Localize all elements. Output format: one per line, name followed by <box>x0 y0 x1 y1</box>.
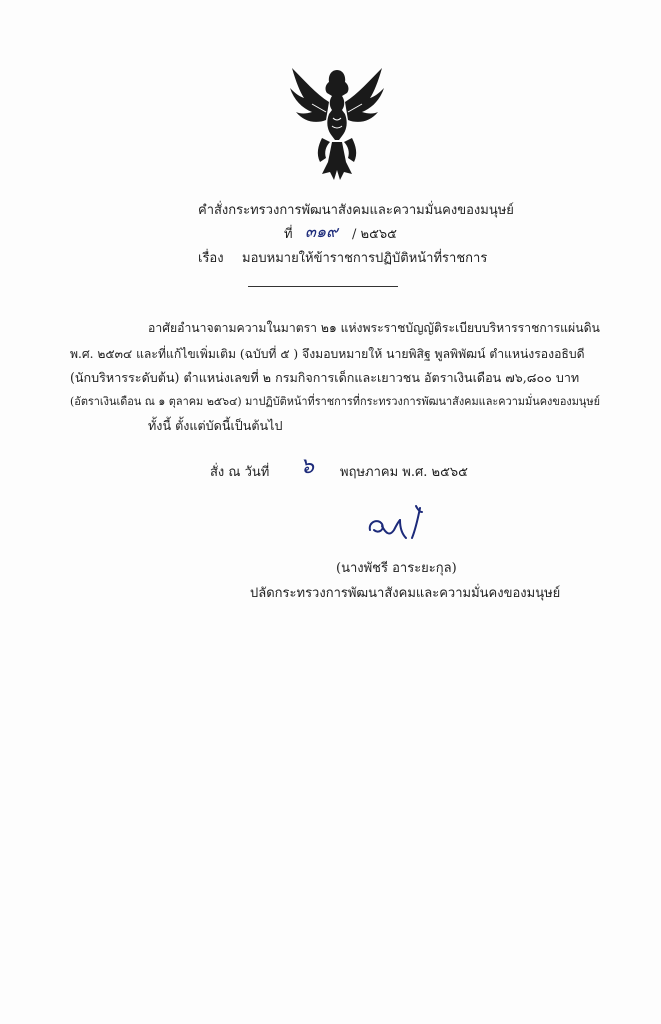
order-number-handwritten: ๓๑๙ <box>305 222 338 241</box>
handwritten-signature <box>360 500 440 545</box>
body-line-4: (อัตราเงินเดือน ณ ๑ ตุลาคม ๒๕๖๔) มาปฏิบัติหน้าที่ราชการที่กระทรวงการพัฒนาสังคมและความมั่นคงของมนุษย์ <box>70 395 600 408</box>
order-date-month-year: พฤษภาคม พ.ศ. ๒๕๖๕ <box>340 465 468 480</box>
body-line-2: พ.ศ. ๒๕๓๔ และที่แก้ไขเพิ่มเติม (ฉบับที่ ๕ ) จึงมอบหมายให้ นายพิสิฐ พูลพิพัฒน์ ตำแหน่งรองอธิบดี <box>70 347 585 361</box>
order-number-prefix: ที่ <box>284 227 293 242</box>
signatory-position: ปลัดกระทรวงการพัฒนาสังคมและความมั่นคงของมนุษย์ <box>250 586 561 601</box>
body-line-1: อาศัยอำนาจตามความในมาตรา ๒๑ แห่งพระราชบัญญัติระเบียบบริหารราชการแผ่นดิน <box>148 320 600 335</box>
signatory-name: (นางพัชรี อาระยะกุล) <box>336 561 457 576</box>
order-date-prefix: สั่ง ณ วันที่ <box>210 465 270 480</box>
order-number-suffix: / ๒๕๖๕ <box>352 227 398 242</box>
body-line-3: (นักบริหารระดับต้น) ตำแหน่งเลขที่ ๒ กรมกิจการเด็กและเยาวชน อัตราเงินเดือน ๗๖,๘๐๐ บาท <box>70 370 580 385</box>
order-date-day-handwritten: ๖ <box>300 454 314 479</box>
order-title: คำสั่งกระทรวงการพัฒนาสังคมและความมั่นคงของมนุษย์ <box>198 203 514 218</box>
header-divider <box>248 286 398 287</box>
subject-text: มอบหมายให้ข้าราชการปฏิบัติหน้าที่ราชการ <box>242 251 488 266</box>
garuda-emblem <box>282 62 392 187</box>
body-line-5: ทั้งนี้ ตั้งแต่บัดนี้เป็นต้นไป <box>148 418 283 433</box>
subject-label: เรื่อง <box>198 251 224 266</box>
